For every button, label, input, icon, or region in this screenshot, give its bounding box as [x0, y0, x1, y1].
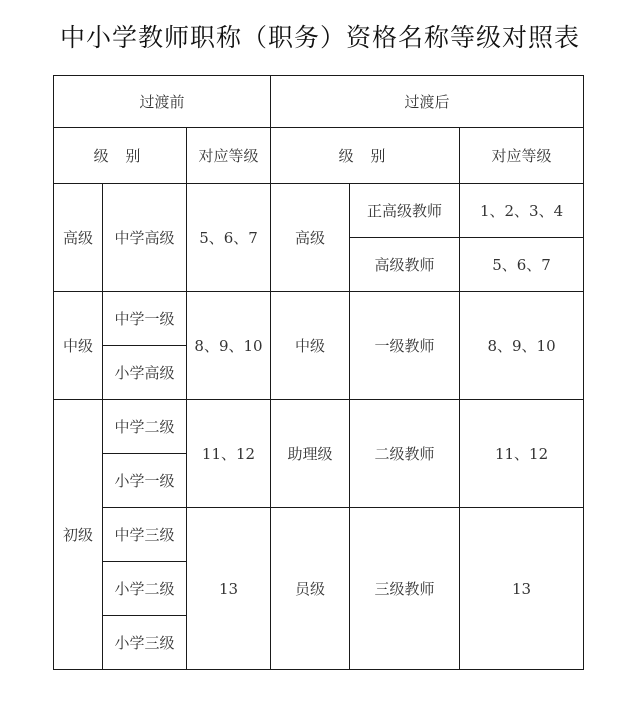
header-level-after: 级 别 [271, 128, 460, 184]
new-grade-cell: 5、6、7 [460, 238, 584, 292]
old-grade-cell: 13 [187, 508, 271, 670]
new-level-cell: 中级 [271, 292, 350, 400]
old-title-cell: 中学高级 [103, 184, 187, 292]
old-title-cell: 小学一级 [103, 454, 187, 508]
new-title-cell: 二级教师 [350, 400, 460, 508]
old-grade-cell: 8、9、10 [187, 292, 271, 400]
old-title-cell: 中学三级 [103, 508, 187, 562]
old-grade-cell: 11、12 [187, 400, 271, 508]
header-before: 过渡前 [54, 76, 271, 128]
new-grade-cell: 13 [460, 508, 584, 670]
group-label-senior: 高级 [54, 184, 103, 292]
new-title-cell: 一级教师 [350, 292, 460, 400]
header-after: 过渡后 [271, 76, 584, 128]
new-level-cell: 高级 [271, 184, 350, 292]
old-title-cell: 小学二级 [103, 562, 187, 616]
group-label-junior: 初级 [54, 400, 103, 670]
old-title-cell: 小学高级 [103, 346, 187, 400]
old-title-cell: 中学一级 [103, 292, 187, 346]
header-level-before: 级 别 [54, 128, 187, 184]
page-title: 中小学教师职称（职务）资格名称等级对照表 [59, 23, 580, 52]
new-title-cell: 正高级教师 [350, 184, 460, 238]
new-title-cell: 三级教师 [350, 508, 460, 670]
header-grade-after: 对应等级 [460, 128, 584, 184]
header-grade-before: 对应等级 [187, 128, 271, 184]
new-grade-cell: 11、12 [460, 400, 584, 508]
old-title-cell: 小学三级 [103, 616, 187, 670]
new-title-cell: 高级教师 [350, 238, 460, 292]
new-grade-cell: 1、2、3、4 [460, 184, 584, 238]
comparison-table [53, 75, 584, 670]
new-level-cell: 助理级 [271, 400, 350, 508]
new-level-cell: 员级 [271, 508, 350, 670]
new-grade-cell: 8、9、10 [460, 292, 584, 400]
old-grade-cell: 5、6、7 [187, 184, 271, 292]
group-label-middle: 中级 [54, 292, 103, 400]
old-title-cell: 中学二级 [103, 400, 187, 454]
